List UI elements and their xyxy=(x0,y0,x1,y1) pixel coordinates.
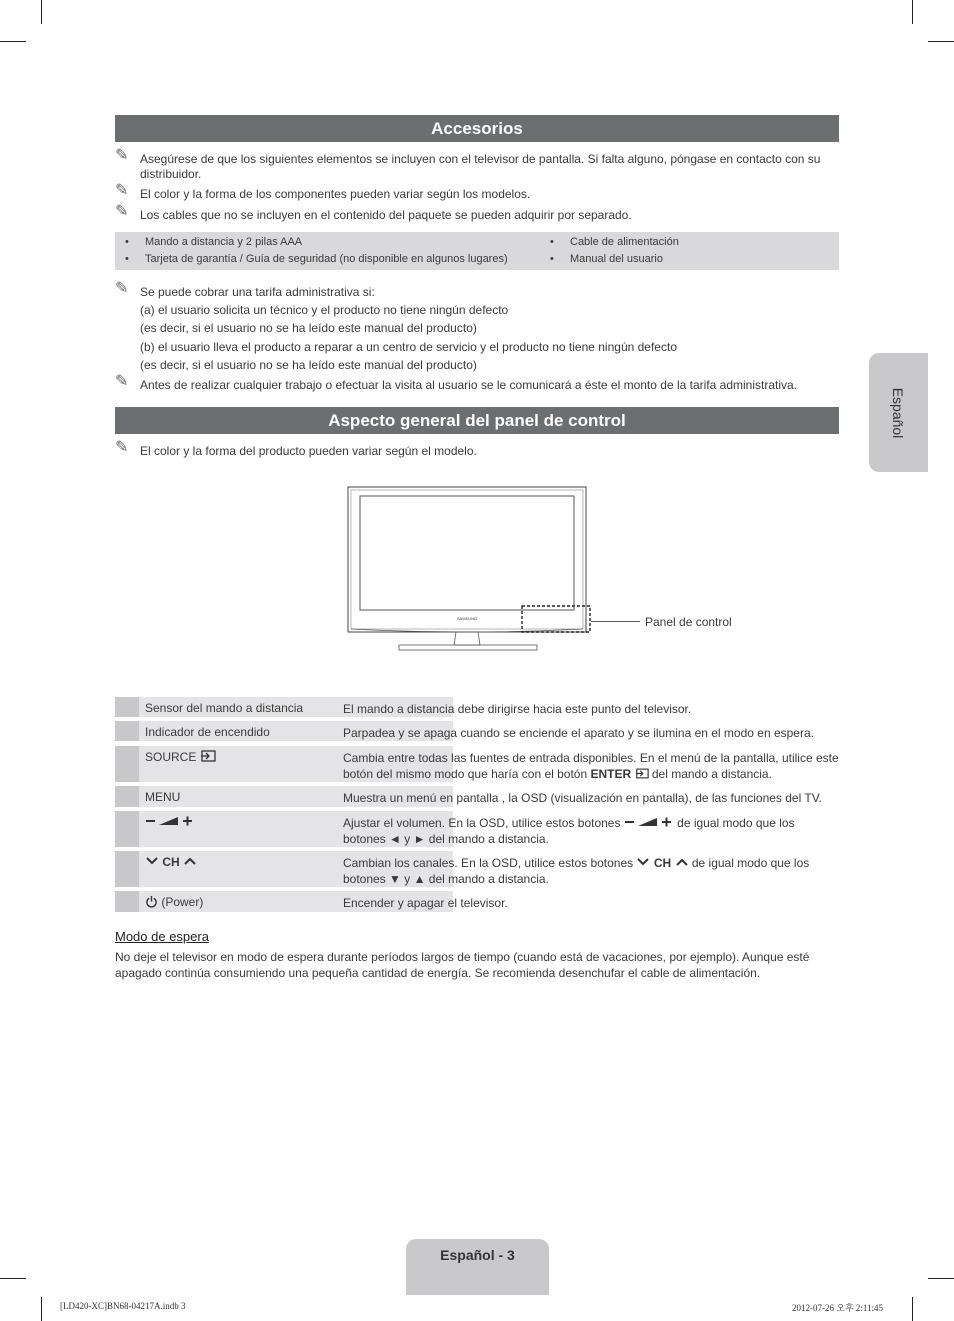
language-side-tab: Español xyxy=(869,353,928,472)
standby-heading: Modo de espera xyxy=(115,929,209,944)
control-panel-label: Panel de control xyxy=(645,615,732,629)
crop-mark xyxy=(928,1278,954,1279)
crop-mark xyxy=(912,0,913,24)
note: ✎ Se puede cobrar una tarifa administrativa si: xyxy=(115,280,375,299)
fee-condition: (a) el usuario solicita un técnico y el producto no tiene ningún defecto xyxy=(140,303,509,317)
pencil-note-icon: ✎ xyxy=(115,439,129,456)
standby-text: No deje el televisor en modo de espera durante períodos largos de tiempo (cuando está de vacaciones, por ejemplo). Aunque esté apagado continúa consumiendo una pequeña cantidad de energía. Se recomienda desenchufar el cable de alimentación. xyxy=(115,950,810,980)
note: ✎ Los cables que no se incluyen en el contenido del paquete se pueden adquirir por separado. xyxy=(115,203,632,222)
control-description: Cambia entre todas las fuentes de entrada disponibles. En el menú de la pantalla, utilice este botón del mismo modo que haría con el botón ENTER del mando a distancia. xyxy=(343,751,839,781)
crop-mark xyxy=(0,41,26,42)
pencil-note-icon: ✎ xyxy=(115,203,129,220)
table-row xyxy=(115,746,839,782)
power-icon xyxy=(145,895,158,908)
table-row xyxy=(115,697,839,717)
accessories-list xyxy=(115,232,839,270)
control-name: SOURCE xyxy=(139,746,453,782)
table-row xyxy=(115,851,839,887)
source-icon xyxy=(635,768,649,779)
page-number-tab: Español - 3 xyxy=(406,1239,549,1295)
fee-condition: (es decir, si el usuario no se ha leído este manual del producto) xyxy=(140,321,477,335)
crop-mark xyxy=(0,1278,26,1279)
chevron-up-icon xyxy=(675,857,689,867)
print-info-right: 2012-07-26 오후 2:11:45 xyxy=(792,1303,884,1313)
section-title-accesorios: Accesorios xyxy=(115,115,839,142)
chevron-down-icon xyxy=(636,857,650,867)
control-name: MENU xyxy=(139,786,453,807)
volume-icon xyxy=(145,815,195,827)
list-item: • Mando a distancia y 2 pilas AAA xyxy=(125,236,303,248)
brand-logo: SAMSUNG xyxy=(456,616,478,621)
control-description: Muestra un menú en pantalla , la OSD (visualización en pantalla), de las funciones del TV. xyxy=(343,791,822,805)
note: ✎ El color y la forma de los componentes pueden variar según los modelos. xyxy=(115,182,531,201)
source-icon xyxy=(200,750,216,762)
control-description: Parpadea y se apaga cuando se enciende el aparato y se ilumina en el modo en espera. xyxy=(343,726,814,740)
table-row xyxy=(115,786,839,807)
note: ✎ Antes de realizar cualquier trabajo o efectuar la visita al usuario se le comunicará a éste el monto de la tarifa administrativa. xyxy=(115,373,798,392)
list-item: • Manual del usuario xyxy=(550,253,663,265)
crop-mark xyxy=(928,41,954,42)
pencil-note-icon: ✎ xyxy=(115,147,129,164)
fee-condition: (es decir, si el usuario no se ha leído este manual del producto) xyxy=(140,358,477,372)
control-description: Ajustar el volumen. En la OSD, utilice estos botones de igual modo que los botones ◄ y ► del mando a distancia. xyxy=(343,816,795,846)
list-item: • Cable de alimentación xyxy=(550,236,679,248)
list-item: • Tarjeta de garantía / Guía de seguridad (no disponible en algunos lugares) xyxy=(125,253,508,265)
control-description: Cambian los canales. En la OSD, utilice estos botones CH de igual modo que los botones ▼ y ▲ del mando a distancia. xyxy=(343,856,810,886)
callout-line xyxy=(591,621,640,622)
crop-mark xyxy=(912,1297,913,1321)
table-row xyxy=(115,891,839,912)
control-description: Encender y apagar el televisor. xyxy=(343,896,508,910)
volume-icon xyxy=(624,816,674,828)
control-description: El mando a distancia debe dirigirse hacia este punto del televisor. xyxy=(343,702,692,716)
table-row xyxy=(115,721,839,741)
crop-mark xyxy=(41,0,42,24)
control-name: Sensor del mando a distancia xyxy=(139,697,453,717)
control-name: Indicador de encendido xyxy=(139,721,453,741)
fee-condition: (b) el usuario lleva el producto a reparar a un centro de servicio y el producto no tiene ningún defecto xyxy=(140,340,677,354)
tv-front-illustration xyxy=(346,485,592,653)
print-info-left: [LD420-XC]BN68-04217A.indb 3 xyxy=(60,1301,186,1311)
note: ✎ El color y la forma del producto pueden variar según el modelo. xyxy=(115,439,477,458)
pencil-note-icon: ✎ xyxy=(115,373,129,390)
control-name: CH xyxy=(139,851,453,887)
chevron-down-icon xyxy=(145,856,159,866)
pencil-note-icon: ✎ xyxy=(115,280,129,297)
section-title-panel: Aspecto general del panel de control xyxy=(115,407,839,434)
crop-mark xyxy=(41,1297,42,1321)
chevron-up-icon xyxy=(183,856,197,866)
note: ✎ Asegúrese de que los siguientes elementos se incluyen con el televisor de pantalla. Si falta alguno, póngase en contacto con su distribuidor. xyxy=(115,147,821,181)
pencil-note-icon: ✎ xyxy=(115,182,129,199)
control-name: (Power) xyxy=(139,891,453,912)
table-row xyxy=(115,811,839,847)
